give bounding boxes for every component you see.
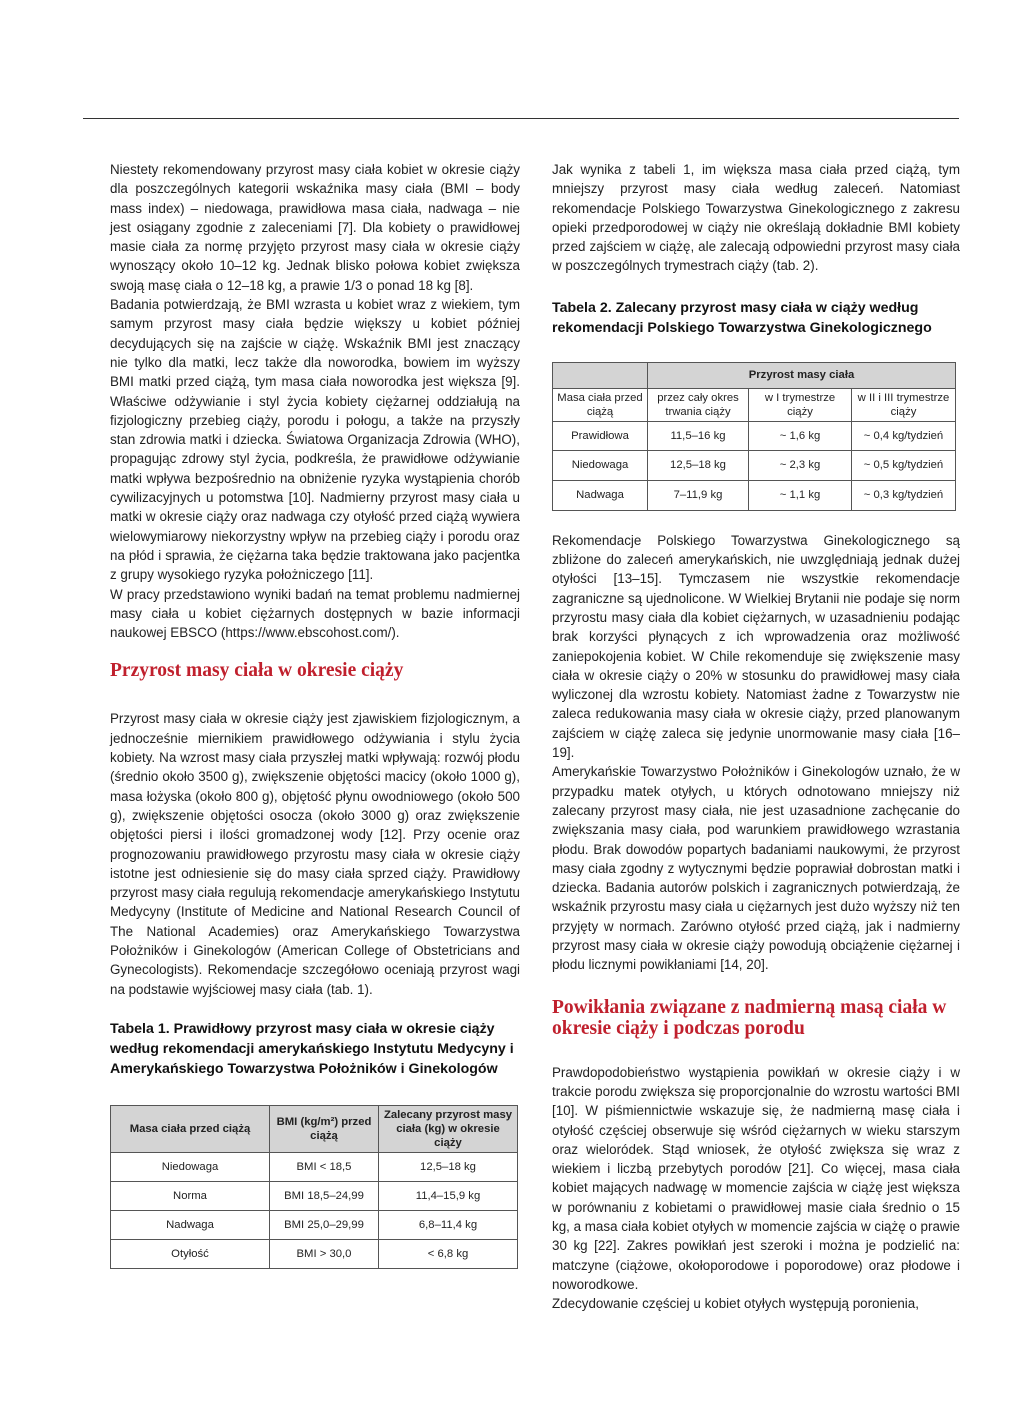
paragraph: Niestety rekomendowany przyrost masy ciała kobiet w okresie ciąży dla poszczególnych kategorii wskaźnika masy ciała (BMI – body mass index) – niedowaga, prawidłowa masa ciała, nadwaga – nie jest osiągany zgodnie z zaleceniami [7]. Dla kobiety o prawidłowej masie ciała za normę przyjęto przyrost masy ciała w okresie ciąży wynoszący około 10–12 kg. Jednak blisko połowa kobiet zwiększa swoją masę ciała o 12–18 kg, a prawie 1/3 o ponad 18 kg [8]. xyxy=(110,162,520,293)
paragraph: W pracy przedstawiono wyniki badań na temat problemu nadmiernej masy ciała u kobiet ciężarnych dostępnych w bazie informacji naukowej EBSCO (https://www.ebscohost.com/). xyxy=(110,586,520,641)
table-caption: Tabela 2. Zalecany przyrost masy ciała w ciąży według rekomendacji Polskiego Towarzystwa Ginekologicznego xyxy=(552,299,932,336)
table-1 xyxy=(110,1105,518,1269)
paragraph: Przyrost masy ciała w okresie ciąży jest zjawiskiem fizjologicznym, a jednocześnie miernikiem prawidłowego odżywiania i stylu życia kobiety. Na wzrost masy ciała przyszłej matki wpływają: rozwój płodu (średnio około 3500 g), zwiększenie objętości macicy (około 1000 g), masa łożyska (około 800 g), objętość płynu owodniowego (około 500 g), zwiększenie objętości osocza (około 3000 g) oraz zwiększenie objętości piersi i ilości gromadzonej wody [12]. Przy ocenie oraz prognozowaniu prawidłowego przyrostu masy ciała w okresie ciąży istotne jest odniesienie się do masy ciała sprzed ciąży. Prawidłowy przyrost masy ciała regulują rekomendacje amerykańskiego Instytutu Medycyny (Institute of Medicine and National Research Council of The National Academies) oraz Amerykańskiego Towarzystwa Położników i Ginekologów (American College of Obstetricians and Gynecologists). Rekomendacje szczegółowo oceniają przyrost wagi na podstawie wyjściowej masy ciała (tab. 1). xyxy=(110,711,520,997)
table-row xyxy=(553,480,956,510)
table-row xyxy=(111,1181,518,1210)
table-row xyxy=(553,450,956,480)
table-header: BMI (kg/m²) przed ciążą xyxy=(270,1105,379,1152)
table-cell: ~ 0,3 kg/tydzień xyxy=(852,480,956,510)
table-row xyxy=(111,1152,518,1181)
table-cell: ~ 1,6 kg xyxy=(749,421,852,450)
table-header-empty xyxy=(553,362,648,388)
table-cell: 12,5–18 kg xyxy=(379,1152,518,1181)
table-header: Masa ciała przed ciążą xyxy=(553,388,648,421)
table-cell: BMI < 18,5 xyxy=(270,1152,379,1181)
table-cell: ~ 0,4 kg/tydzień xyxy=(852,421,956,450)
table-header: Zalecany przyrost masy ciała (kg) w okresie ciąży xyxy=(379,1105,518,1152)
table-cell: Niedowaga xyxy=(553,450,648,480)
table-cell: BMI 18,5–24,99 xyxy=(270,1181,379,1210)
paragraph: Rekomendacje Polskiego Towarzystwa Ginekologicznego są zbliżone do zaleceń amerykańskich, nie uwzględniają jednak dużej otyłości [13–15]. Tymczasem nie wszystkie rekomendacje zagraniczne są ujednolicone. W Wielkiej Brytanii nie podaje się norm przyrostu masy ciała dla kobiet ciężarnych, w uzasadnieniu podając brak korzyści płynących z ich wprowadzenia oraz możliwość zaniepokojenia kobiet. W Chile rekomenduje się zwiększenie masy ciała w okresie ciąży o 20% w stosunku do prawidłowej masy ciała wyliczonej dla wzrostu kobiety. Natomiast żadne z Towarzystw nie zaleca redukowania masy ciała w okresie ciąży, przed planowanym zajściem w ciążę zaleca się jedynie unormowanie masy ciała [16–19]. xyxy=(552,532,960,761)
section-heading: Przyrost masy ciała w okresie ciąży xyxy=(110,660,404,682)
table-cell: BMI > 30,0 xyxy=(270,1239,379,1268)
paragraph: Zdecydowanie częściej u kobiet otyłych występują poronienia, xyxy=(552,1296,919,1312)
section-heading: Powikłania związane z nadmierną masą ciała w okresie ciąży i podczas porodu xyxy=(552,996,947,1039)
paragraph: Badania potwierdzają, że BMI wzrasta u kobiet wraz z wiekiem, tym samym przyrost masy ciała będzie większy u kobiet później decydujących się na zajście w ciążę. Wskaźnik BMI jest znaczący nie tylko dla matki, lecz także dla noworodka, bowiem im wyższy BMI matki przed ciążą, tym masa ciała noworodka jest większa [9]. Właściwe odżywianie i styl życia kobiety ciężarnej oddziałują na fizjologiczny przebieg ciąży, porodu i połogu, a także na przyszły stan zdrowia matki i dziecka. Światowa Organizacja Zdrowia (WHO), propagując zdrowy styl życia, podkreśla, że prawidłowe odżywianie matki wpływa bezpośrednio na obniżenie ryzyka wystąpienia chorób cywilizacyjnych u potomstwa [10]. Nadmierny przyrost masy ciała u matki w okresie ciąży oraz nadwaga czy otyłość przed ciążą wywiera wielowymiarowy niekorzystny wpływ na przebieg ciąży i porodu oraz na płód i sprawia, że ciężarna taka będzie traktowana jako pacjentka z grupy wysokiego ryzyka położniczego [11]. xyxy=(110,297,520,583)
left-column xyxy=(110,160,520,1269)
table-cell: Niedowaga xyxy=(111,1152,270,1181)
table-cell: Nadwaga xyxy=(553,480,648,510)
table-cell: ~ 1,1 kg xyxy=(749,480,852,510)
table-header: Masa ciała przed ciążą xyxy=(111,1105,270,1152)
table-cell: 6,8–11,4 kg xyxy=(379,1210,518,1239)
table-header: w II i III trymestrze ciąży xyxy=(852,388,956,421)
table-group-header: Przyrost masy ciała xyxy=(648,362,956,388)
table-cell: ~ 0,5 kg/tydzień xyxy=(852,450,956,480)
table-header: w I trymestrze ciąży xyxy=(749,388,852,421)
table-caption: Tabela 1. Prawidłowy przyrost masy ciała w okresie ciąży według rekomendacji amerykańskiego Instytutu Medycyny i Amerykańskiego Towarzystwa Położników i Ginekologów xyxy=(110,1020,514,1077)
table-cell: 11,4–15,9 kg xyxy=(379,1181,518,1210)
table-cell: 7–11,9 kg xyxy=(648,480,749,510)
table-2 xyxy=(552,362,956,511)
table-row xyxy=(553,421,956,450)
table-cell: ~ 2,3 kg xyxy=(749,450,852,480)
top-rule xyxy=(83,118,959,119)
table-cell: < 6,8 kg xyxy=(379,1239,518,1268)
table-cell: 11,5–16 kg xyxy=(648,421,749,450)
table-cell: BMI 25,0–29,99 xyxy=(270,1210,379,1239)
right-column xyxy=(552,160,960,1313)
paragraph: Amerykańskie Towarzystwo Położników i Ginekologów uznało, że w przypadku matek otyłych, u których odnotowano mniejszy niż zalecany przyrost masy ciała, nie jest uzasadnione zachęcanie do zwiększania masy ciała, pod warunkiem prawidłowego wzrastania płodu. Brak dowodów popartych badaniami naukowymi, że przyrost masy ciała zgodny z wytycznymi będzie poprawiał dobrostan matki i dziecka. Badania autorów polskich i zagranicznych potwierdzają, że wskaźnik przyrostu masy ciała u ciężarnych jest dużo wyższy niż ten przyjęty w normach. Zarówno otyłość przed ciążą, jak i nadmierny przyrost masy ciała w okresie ciąży powodują obciążenie ciężarnej i płodu licznymi powikłaniami [14, 20]. xyxy=(552,764,960,973)
table-row xyxy=(111,1210,518,1239)
table-cell: Norma xyxy=(111,1181,270,1210)
table-cell: Nadwaga xyxy=(111,1210,270,1239)
table-header: przez cały okres trwania ciąży xyxy=(648,388,749,421)
paragraph: Jak wynika z tabeli 1, im większa masa ciała przed ciążą, tym mniejszy przyrost masy ciała według zaleceń. Natomiast rekomendacje Polskiego Towarzystwa Ginekologicznego z zakresu opieki przedporodowej w ciąży nie określają dokładnie BMI kobiety przed zajściem w ciążę, ale zalecają odpowiedni przyrost masy ciała w poszczególnych trymestrach ciąży (tab. 2). xyxy=(552,162,960,274)
table-cell: Otyłość xyxy=(111,1239,270,1268)
table-cell: Prawidłowa xyxy=(553,421,648,450)
table-row xyxy=(111,1239,518,1268)
table-cell: 12,5–18 kg xyxy=(648,450,749,480)
paragraph: Prawdopodobieństwo wystąpienia powikłań w okresie ciąży i w trakcie porodu zwiększa się proporcjonalnie do wzrostu wartości BMI [10]. W piśmiennictwie wskazuje się, że nadmierną masę ciała i otyłość częściej obserwuje się wśród ciężarnych w wieku starszym oraz wieloródek. Stąd wniosek, że otyłość zwiększa się wraz z wiekiem i liczbą przebytych porodów [21]. Co więcej, masa ciała kobiet mających nadwagę w momencie zajścia w ciążę jest większa w porównaniu z kobietami o prawidłowej masie ciała średnio o 15 kg, a masa ciała kobiet otyłych w momencie zajścia w ciążę o prawie 30 kg [22]. Zakres powikłań jest szeroki i można je podzielić na: matczyne (ciążowe, okołoporodowe i poporodowe) oraz płodowe i noworodkowe. xyxy=(552,1064,960,1292)
